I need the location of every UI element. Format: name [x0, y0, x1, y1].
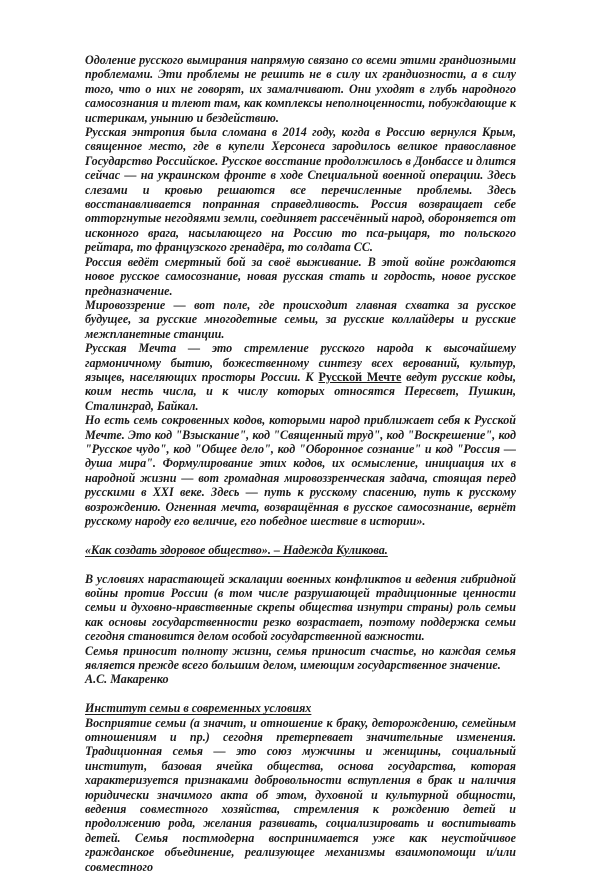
section-heading-family-institute: Институт семьи в современных условиях	[85, 701, 312, 716]
paragraph-family-quote: Семья приносит полноту жизни, семья приносит счастье, но каждая семья является прежде всего большим делом, имеющим государственное значение.	[85, 643, 516, 673]
document-page	[85, 53, 516, 874]
paragraph-extinction: Одоление русского вымирания напрямую связано со всеми этими грандиозными проблемами. Эти проблемы не решить не в силу их грандиозности, а в силу того, что о них не говорят, их замалчивают. Они уходят в глубь народного самосознания и тлеют там, как комплексы неполноценности, побуждающие к истерикам, унынию и бездействию.	[85, 53, 516, 125]
paragraph-entropy: Русская энтропия была сломана в 2014 году, когда в Россию вернулся Крым, священное место, где в купели Херсонеса зародилось великое православное Государство Российское. Русское восстание продолжилось в Донбассе и длится сейчас — на украинском фронте в ходе Специальной военной операции. Здесь слезами и кровью решаются все перечисленные проблемы. Здесь восстанавливается попранная справедливость. Россия возвращает себе отторгнутые негодяями земли, соединяет рассечённый народ, обороняется от исконного врага, насылающего на Россию то пса-рыцаря, то польского рейтара, то французского гренадёра, то солдата СС.	[85, 125, 516, 255]
dream-text-before: Русская Мечта — это стремление русского народа к высочайшему гармоничному бытию, божественному синтезу всех верований, культур, языцев, населяющих просторы России. К	[85, 341, 516, 384]
russian-dream-link[interactable]: Русской Мечте	[318, 369, 402, 384]
paragraph-mortal-battle: Россия ведёт смертный бой за своё выживание. В этой войне рождаются новое русское самосознание, новая русская стать и гордость, новое русское предназначение.	[85, 254, 516, 298]
dream-text-after: ведут русские коды, коим несть числа, и к числу которых относятся Пересвет, Пушкин, Сталинград, Байкал.	[85, 369, 516, 413]
paragraph-family-perception: Восприятие семьи (а значит, и отношение к браку, деторождению, семейным отношениям и пр.) сегодня претерпевает значительные изменения. Традиционная семья — это союз мужчины и женщины, социальный институт, базовая ячейка общества, основа государства, которая характеризуется признаками добровольности вступления в брак и наличия юридически значимого акта об этом, духовной и культурной общности, ведения совместного хозяйства, стремления к рождению детей и продолжению рода, желания развивать, социализировать и воспитывать детей. Семья постмодерна воспринимается уже как неустойчивое гражданское объединение, реализующее механизмы взаимопомощи и/или совместного	[85, 715, 516, 874]
paragraph-hybrid-war: В условиях нарастающей эскалации военных конфликтов и ведения гибридной войны против России (в том числе разрушающей традиционные ценности семьи и духовно-нравственные скрепы общества изнутри страны) роль семьи как основы государственности резко возрастает, поэтому поддержка семьи сегодня становится делом особой государственной важности.	[85, 571, 516, 644]
paragraph-seven-codes: Но есть семь сокровенных кодов, которыми народ приближает себя к Русской Мечте. Это код "Взыскание", код "Священный труд", код "Воскрешение", код "Русское чудо", код "Общее дело", код "Оборонное сознание" и код "Россия — душа мира". Формулирование этих кодов, их осмысление, инициация их в народной жизни — вот громадная мировоззренческая задача, стоящая перед русскими в XXI веке. Здесь — путь к русскому спасению, путь к русскому возрождению. Огненная мечта, возвращённая в русское самосознание, вернёт русскому народу его величие, его победное шествие в истории».	[85, 413, 516, 528]
article-heading-healthy-society: «Как создать здоровое общество». – Надежда Куликова.	[85, 542, 388, 557]
paragraph-russian-dream	[85, 341, 516, 413]
paragraph-worldview: Мировоззрение — вот поле, где происходит главная схватка за русское будущее, за русские многодетные семьи, за русские коллайдеры и русские межпланетные станции.	[85, 297, 516, 341]
quote-author: А.С. Макаренко	[85, 672, 169, 687]
spacer	[85, 528, 516, 542]
spacer	[85, 687, 516, 701]
spacer	[85, 557, 516, 571]
